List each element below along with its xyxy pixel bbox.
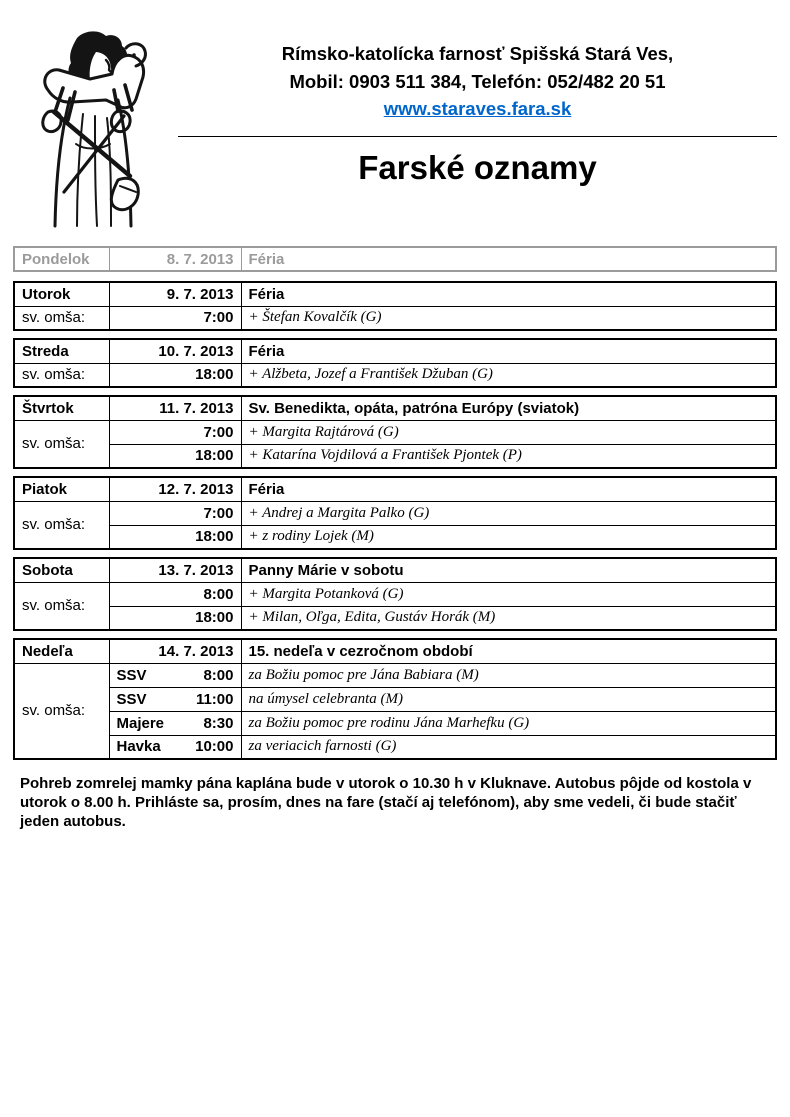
day-name: Nedeľa	[14, 639, 109, 663]
mass-time: 18:00	[109, 525, 241, 549]
mass-place: Havka	[116, 738, 161, 756]
mass-place: SSV	[116, 690, 147, 708]
contact-info: Mobil: 0903 511 384, Telefón: 052/482 20 51	[289, 70, 666, 92]
day-date: 9. 7. 2013	[109, 282, 241, 306]
table-row	[14, 282, 776, 306]
table-row	[14, 420, 776, 444]
table-row	[14, 606, 776, 630]
announcement-paragraph: Pohreb zomrelej mamky pána kaplána bude v utorok o 10.30 h v Kluknave. Autobus pôjde od kostola v utorok o 8.00 h. Prihláste sa, prosím, dnes na fare (stačí aj telefónom), aby sme vedeli, či bude stačiť jeden autobus.	[20, 775, 752, 831]
feast-title: Féria	[241, 247, 776, 271]
mass-intention: + Margita Rajtárová (G)	[241, 420, 776, 444]
mass-time: 18:00	[109, 444, 241, 468]
feast-title: Panny Márie v sobotu	[241, 558, 776, 582]
mass-time: 8:00	[203, 666, 234, 684]
mass-time: 8:30	[203, 714, 234, 732]
mass-intention: + Andrej a Margita Palko (G)	[241, 501, 776, 525]
mass-label: sv. omša:	[14, 501, 109, 549]
header-text	[178, 16, 777, 228]
mass-place-time	[109, 687, 241, 711]
mass-label: sv. omša:	[14, 582, 109, 630]
mass-intention: za Božiu pomoc pre Jána Babiara (M)	[241, 663, 776, 687]
mass-time: 7:00	[109, 420, 241, 444]
table-row	[14, 582, 776, 606]
mass-time: 18:00	[109, 606, 241, 630]
mass-place: SSV	[116, 666, 147, 684]
mass-time: 18:00	[109, 363, 241, 387]
mass-intention: + Margita Potanková (G)	[241, 582, 776, 606]
mass-place-time	[109, 711, 241, 735]
day-date: 14. 7. 2013	[109, 639, 241, 663]
table-row	[14, 363, 776, 387]
schedule-block-saturday	[13, 557, 777, 631]
day-date: 12. 7. 2013	[109, 477, 241, 501]
day-date: 13. 7. 2013	[109, 558, 241, 582]
good-shepherd-icon	[20, 24, 168, 228]
table-row	[14, 339, 776, 363]
table-row	[14, 639, 776, 663]
mass-intention: na úmysel celebranta (M)	[241, 687, 776, 711]
mass-time: 7:00	[109, 306, 241, 330]
table-row	[14, 396, 776, 420]
header	[0, 0, 790, 228]
mass-schedule	[0, 246, 790, 760]
feast-title: Féria	[241, 282, 776, 306]
mass-place-time	[109, 663, 241, 687]
table-row	[14, 444, 776, 468]
mass-intention: + Alžbeta, Jozef a František Džuban (G)	[241, 363, 776, 387]
table-row	[14, 711, 776, 735]
day-name: Sobota	[14, 558, 109, 582]
mass-label: sv. omša:	[14, 363, 109, 387]
mass-time: 10:00	[195, 738, 234, 756]
day-name: Utorok	[14, 282, 109, 306]
mass-place-time	[109, 735, 241, 759]
feast-title: 15. nedeľa v cezročnom období	[241, 639, 776, 663]
day-date: 11. 7. 2013	[109, 396, 241, 420]
mass-intention: za veriacich farnosti (G)	[241, 735, 776, 759]
mass-label: sv. omša:	[14, 420, 109, 468]
mass-time: 8:00	[109, 582, 241, 606]
mass-intention: + z rodiny Lojek (M)	[241, 525, 776, 549]
page-title: Farské oznamy	[358, 148, 597, 186]
mass-place: Majere	[116, 714, 165, 732]
mass-time: 7:00	[109, 501, 241, 525]
mass-intention: + Milan, Oľga, Edita, Gustáv Horák (M)	[241, 606, 776, 630]
schedule-block-sunday	[13, 638, 777, 760]
mass-intention: + Štefan Kovalčík (G)	[241, 306, 776, 330]
website-link[interactable]: www.staraves.fara.sk	[383, 97, 572, 119]
table-row	[14, 687, 776, 711]
feast-title: Féria	[241, 339, 776, 363]
schedule-block-tuesday	[13, 281, 777, 331]
table-row	[14, 735, 776, 759]
schedule-block-wednesday	[13, 338, 777, 388]
day-name: Štvrtok	[14, 396, 109, 420]
parish-name: Rímsko-katolícka farnosť Spišská Stará Ves,	[281, 43, 674, 64]
day-date: 10. 7. 2013	[109, 339, 241, 363]
table-row	[14, 477, 776, 501]
table-row	[14, 525, 776, 549]
feast-title: Féria	[241, 477, 776, 501]
mass-label: sv. omša:	[14, 663, 109, 759]
mass-label: sv. omša:	[14, 306, 109, 330]
table-row	[14, 247, 776, 271]
feast-title: Sv. Benedikta, opáta, patróna Európy (sviatok)	[241, 396, 776, 420]
mass-time: 11:00	[195, 690, 234, 708]
table-row	[14, 306, 776, 330]
schedule-block-monday	[13, 246, 777, 272]
mass-intention: + Katarína Vojdilová a František Pjontek (P)	[241, 444, 776, 468]
table-row	[14, 663, 776, 687]
day-name: Streda	[14, 339, 109, 363]
header-divider	[178, 136, 777, 137]
website-line	[178, 98, 777, 120]
day-name: Pondelok	[14, 247, 109, 271]
table-row	[14, 558, 776, 582]
schedule-block-friday	[13, 476, 777, 550]
mass-intention: za Božiu pomoc pre rodinu Jána Marhefku (G)	[241, 711, 776, 735]
table-row	[14, 501, 776, 525]
day-date: 8. 7. 2013	[109, 247, 241, 271]
day-name: Piatok	[14, 477, 109, 501]
good-shepherd-logo	[20, 16, 178, 228]
schedule-block-thursday	[13, 395, 777, 469]
